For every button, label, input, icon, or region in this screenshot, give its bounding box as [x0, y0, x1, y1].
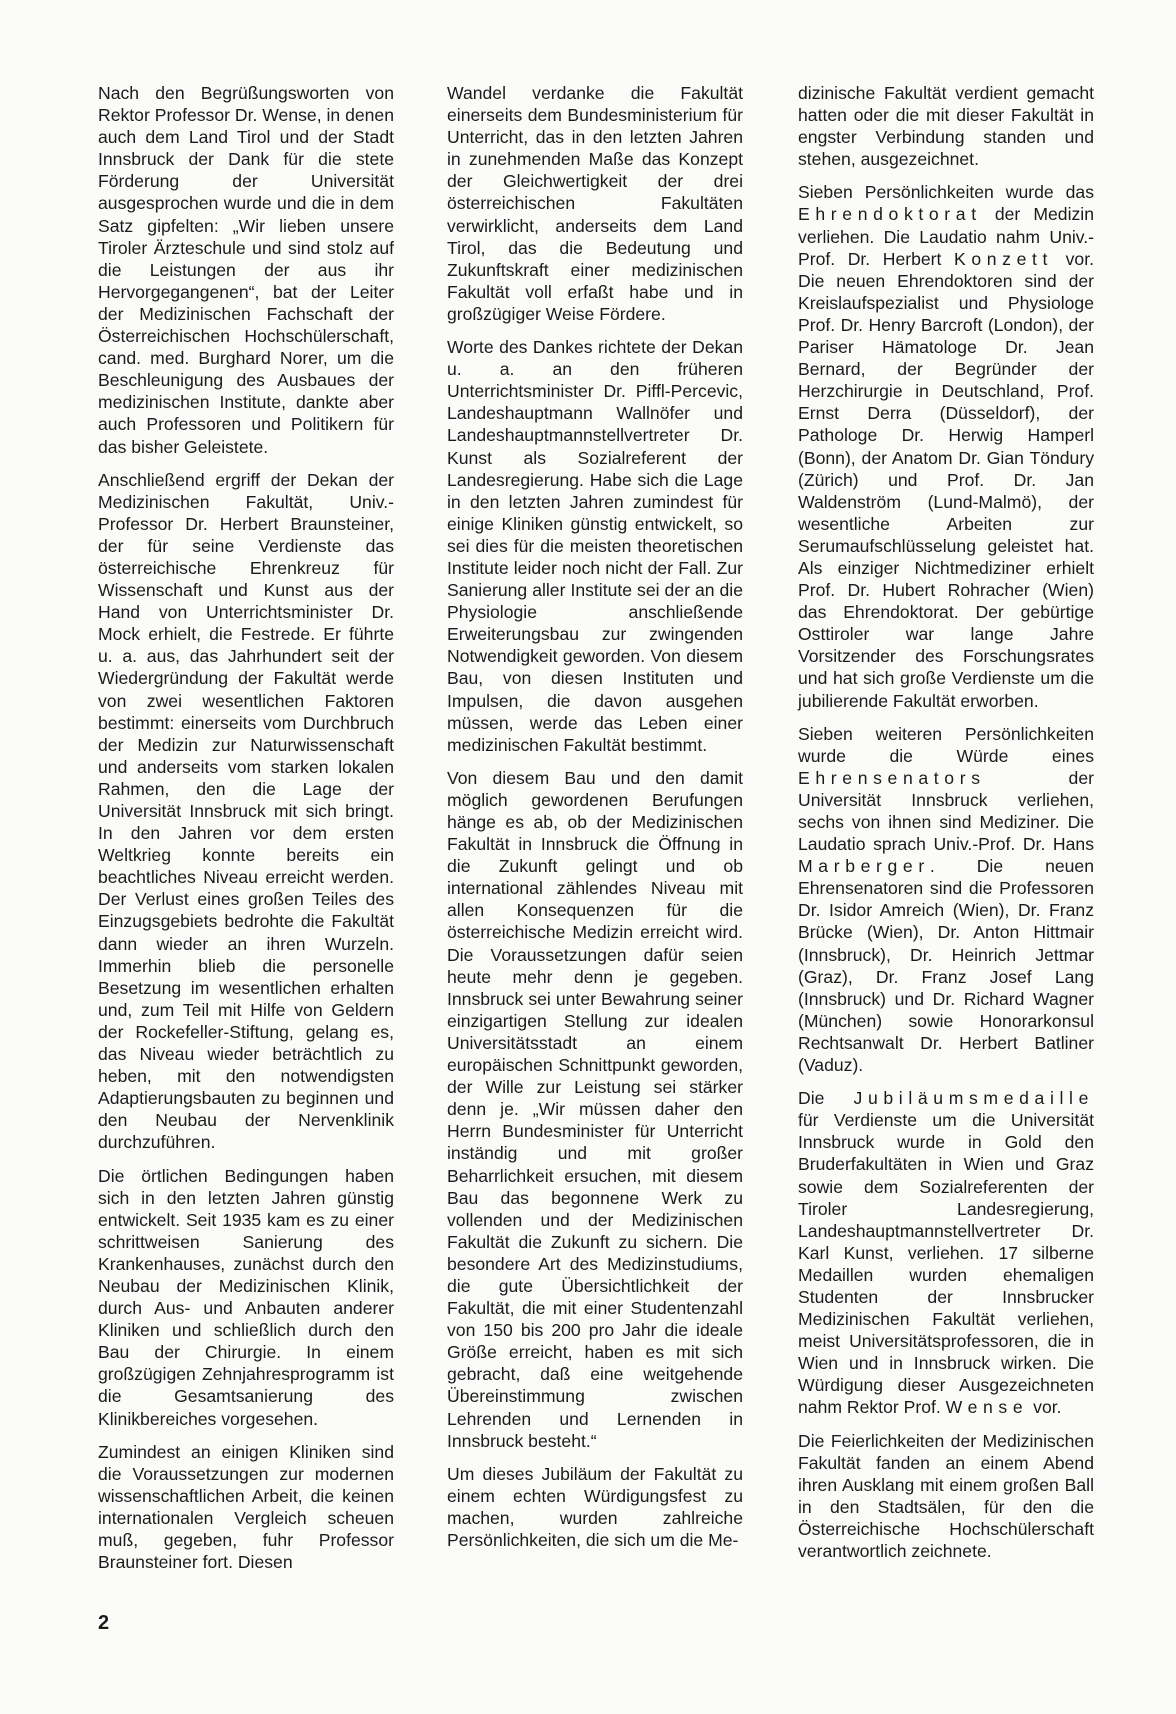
text-run: Sieben Persönlichkeiten wurde das — [798, 182, 1094, 203]
text-column-2 — [447, 82, 743, 1562]
text-run: Die — [798, 1088, 854, 1109]
text-run: der Medizin verliehen. Die Laudatio nahm Univ.-Prof. Dr. Herbert — [798, 204, 1094, 269]
spaced-name-konzett: Konzett — [953, 248, 1054, 269]
spaced-term-jubilaeumsmedaille: Jubiläumsmedaille — [853, 1088, 1094, 1109]
text-run: Sieben weiteren Persönlichkeiten wurde die Würde eines — [798, 723, 1094, 766]
spaced-name-wense: Wense — [945, 1397, 1029, 1418]
text-run: für Verdienste um die Universität Innsbruck wurde in Gold den Bruderfakultäten in Wien und Graz sowie dem Sozialreferenten der Tiroler Landesregierung, Landeshauptmannstellvertreter Dr. Karl Kunst, verliehen. 17 silberne Medaillen wurden ehemaligen Studenten der Innsbrucker Medizinischen Fakultät verliehen, meist Universitätsprofessoren, die in Wien und in Innsbruck wirken. Die Würdigung dieser Ausgezeichneten nahm Rektor Prof. — [798, 1110, 1094, 1418]
paragraph-ehrendoktorat — [798, 181, 1094, 711]
spaced-term-ehrensenators: Ehrensenators — [798, 767, 986, 788]
spaced-name-marberger: Marberger — [798, 856, 930, 877]
paragraph: Wandel verdanke die Fakultät einerseits dem Bundesministerium für Unterricht, das in den letzten Jahren in zunehmenden Maße das Konzept der Gleichwertigkeit der drei österreichischen Fakultäten verwirklicht, anderseits dem Land Tirol, das die Bedeutung und Zukunftskraft einer medizinischen Fakultät voll erfaßt habe und in großzügiger Weise Fördere. — [447, 83, 743, 324]
paragraph: Die örtlichen Bedingungen haben sich in den letzten Jahren günstig entwickelt. Seit 1935 kam es zu einer schrittweisen Sanierung des Krankenhauses, zunächst durch den Neubau der Medizinischen Klinik, durch Aus- und Anbauten anderer Kliniken und schließlich durch den Bau der Chirurgie. In einem großzügigen Zehnjahresprogramm ist die Gesamtsanierung des Klinikbereiches vorgesehen. — [98, 1165, 394, 1429]
text-column-1 — [98, 82, 394, 1584]
paragraph: Zumindest an einigen Kliniken sind die Voraussetzungen zur modernen wissenschaftlichen Arbeit, die keinen internationalen Vergleich scheuen muß, gegeben, fuhr Professor Braunsteiner fort. Diesen — [98, 1441, 394, 1573]
paragraph: Die Feierlichkeiten der Medizinischen Fakultät fanden an einem Abend ihren Ausklang mit einem großen Ball in den Stadtsälen, für den die Österreichische Hochschülerschaft verantwortlich zeichnete. — [798, 1430, 1094, 1561]
paragraph-jubilaeumsmedaille — [798, 1087, 1094, 1418]
page-number: 2 — [98, 1612, 110, 1634]
text-run: . Die neuen Ehrensenatoren sind die Professoren Dr. Isidor Amreich (Wien), Dr. Franz Brücke (Wien), Dr. Anton Hittmair (Innsbruck), Dr. Heinrich Jettmar (Graz), Dr. Franz Josef Lang (Innsbruck) und Dr. Richard Wagner (München) sowie Honorarkonsul Rechtsanwalt Dr. Herbert Batliner (Vaduz). — [798, 856, 1094, 1076]
paragraph: Nach den Begrüßungsworten von Rektor Professor Dr. Wense, in denen auch dem Land Tirol und der Stadt Innsbruck der Dank für die stete Förderung der Universität ausgesprochen wurde und die in dem Satz gipfelten: „Wir lieben unsere Tiroler Ärzteschule und sind stolz auf die Leistungen der aus ihr Hervorgegangenen“, bat der Leiter der Medizinischen Fachschaft der Österreichischen Hochschülerschaft, cand. med. Burghard Norer, um die Beschleunigung des Ausbaues der medizinischen Institute, dankte aber auch Professoren und Politikern für das bisher Geleistete. — [98, 83, 394, 457]
text-column-3 — [798, 82, 1094, 1573]
text-run: der Universität Innsbruck verliehen, sechs von ihnen sind Mediziner. Die Laudatio sprach Univ.-Prof. Dr. Hans — [798, 767, 1094, 855]
paragraph: Anschließend ergriff der Dekan der Medizinischen Fakultät, Univ.-Professor Dr. Herbert Braunsteiner, der für seine Verdienste das österreichische Ehrenkreuz für Wissenschaft und Kunst aus der Hand von Unterrichtsminister Dr. Mock erhielt, die Festrede. Er führte u. a. aus, das Jahrhundert seit der Wiedergründung der Fakultät werde von zwei wesentlichen Faktoren bestimmt: einerseits vom Durchbruch der Medizin zur Naturwissenschaft und anderseits vom starken lokalen Rahmen, den die Lage der Universität Innsbruck mit sich bringt. In den Jahren vor dem ersten Weltkrieg konnte bereits ein beachtliches Niveau erreicht werden. Der Verlust eines großen Teiles des Einzugsgebiets bedrohte die Fakultät dann wieder an ihren Wurzeln. Immerhin blieb die personelle Besetzung im wesentlichen erhalten und, zum Teil mit Hilfe von Geldern der Rockefeller-Stiftung, gelang es, das Niveau wieder beträchtlich zu heben, mit den notwendigsten Adaptierungsbauten zu beginnen und den Neubau der Nervenklinik durchzuführen. — [98, 469, 394, 1153]
paragraph: dizinische Fakultät verdient gemacht hatten oder die mit dieser Fakultät in engster Verbindung standen und stehen, ausgezeichnet. — [798, 83, 1094, 170]
text-run: vor. — [1028, 1397, 1062, 1418]
paragraph: Um dieses Jubiläum der Fakultät zu einem echten Würdigungsfest zu machen, wurden zahlreiche Persönlichkeiten, die sich um die Me- — [447, 1463, 743, 1550]
paragraph-ehrensenatoren — [798, 723, 1094, 1077]
paragraph: Von diesem Bau und den damit möglich gewordenen Berufungen hänge es ab, ob der Medizinischen Fakultät in Innsbruck die Öffnung in die Zukunft gelingt und ob international zählendes Niveau mit allen Konsequenzen für die österreichische Medizin erreicht wird. Die Voraussetzungen dafür seien heute mehr denn je gegeben. Innsbruck sei unter Bewahrung seiner einzigartigen Stellung zur idealen Universitätsstadt an einem europäischen Schnittpunkt geworden, der Wille zur Leistung sei stärker denn je. „Wir müssen daher den Herrn Bundesminister für Unterricht inständig und mit großer Beharrlichkeit ersuchen, mit diesem Bau das begonnene Werk zu vollenden und der Medizinischen Fakultät die Zukunft zu sichern. Die besondere Art des Medizinstudiums, die gute Übersichtlichkeit der Fakultät, die mit einer Studentenzahl von 150 bis 200 pro Jahr die ideale Größe erreicht, haben es mit sich gebracht, daß eine weitgehende Übereinstimmung zwischen Lehrenden und Lernenden in Innsbruck besteht.“ — [447, 767, 743, 1451]
spaced-term-ehrendoktorat: Ehrendoktorat — [798, 204, 982, 225]
text-run: vor. Die neuen Ehrendoktoren sind der Kreislaufspezialist und Physiologe Prof. Dr. Henry Barcroft (London), der Pariser Hämatologe Dr. Jean Bernard, der Begründer der Herzchirurgie in Deutschland, Prof. Ernst Derra (Düsseldorf), der Pathologe Dr. Herwig Hamperl (Bonn), der Anatom Dr. Gian Töndury (Zürich) und Prof. Dr. Jan Waldenström (Lund-Malmö), der wesentliche Arbeiten zur Serumaufschlüsselung geleistet hat. Als einziger Nichtmediziner erhielt Prof. Dr. Hubert Rohracher (Wien) das Ehrendoktorat. Der gebürtige Osttiroler war lange Jahre Vorsitzender des Forschungsrates und hat sich große Verdienste um die jubilierende Fakultät erworben. — [798, 248, 1094, 711]
paragraph: Worte des Dankes richtete der Dekan u. a. an den früheren Unterrichtsminister Dr. Piffl-Percevic, Landeshauptmann Wallnöfer und Landeshauptmannstellvertreter Dr. Kunst als Sozialreferent der Landesregierung. Habe sich die Lage in den letzten Jahren zumindest für einige Kliniken günstig entwickelt, so sei dies für die meisten theoretischen Institute leider noch nicht der Fall. Zur Sanierung aller Institute sei der an die Physiologie anschließende Erweiterungsbau zur zwingenden Notwendigkeit geworden. Von diesem Bau, von diesen Instituten und Impulsen, die davon ausgehen müssen, werde das Leben einer medizinischen Fakultät bestimmt. — [447, 337, 743, 755]
